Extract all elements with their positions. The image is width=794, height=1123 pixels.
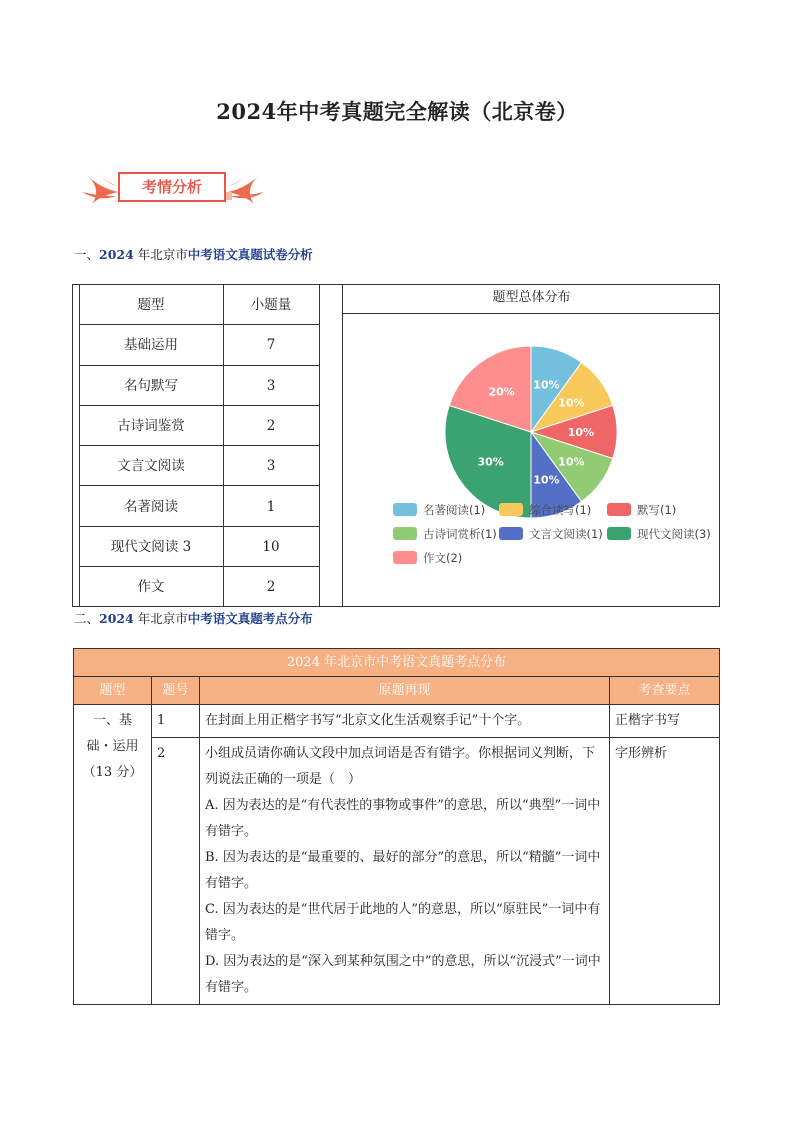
- table1-cell: 3: [223, 366, 319, 406]
- table2-header-point: 考查要点: [610, 677, 720, 705]
- question-text: 小组成员请你确认文段中加点词语是否有错字。你根据词义判断，下列说法正确的一项是（ ） A. 因为表达的是“有代表性的事物或事件”的意思，所以“典型”一词中有错字。 B. 因为表达的是“最重要的、最好的部分”的意思，所以“精髓”一词中有错字。 C. 因为表达的是“世代居于此地的人”的意思，所以“原驻民”一词中有错字。 D. 因为表达的是“深入到某种氛围之中”的意思，所以“沉浸式”一词中有错字。: [200, 738, 610, 1005]
- table2-header-question: 原题再现: [200, 677, 610, 705]
- table1-cell: 3: [223, 446, 319, 486]
- question-point: 正楷字书写: [610, 705, 720, 738]
- option-b: B. 因为表达的是“最重要的、最好的部分”的意思，所以“精髓”一词中有错字。: [205, 850, 601, 891]
- legend-swatch: [607, 527, 631, 540]
- table1-cell: 10: [223, 527, 319, 567]
- table1-cell: 2: [266, 579, 276, 596]
- legend-swatch: [499, 527, 523, 540]
- question-number: 2: [152, 738, 200, 1005]
- question-type-cell: 一、基 础・运用 （13 分）: [74, 705, 152, 1005]
- table1-cell: 基础运用: [79, 325, 223, 365]
- pie-slice-label: 10%: [533, 473, 560, 487]
- table1-cell: 2: [223, 406, 319, 446]
- pie-slice-label: 10%: [558, 455, 585, 469]
- table1-cell: 7: [223, 325, 319, 365]
- legend-swatch: [499, 503, 523, 516]
- question-type-table: [72, 284, 720, 607]
- pie-slice-label: 20%: [488, 385, 515, 399]
- table1-cell: 现代文阅读 3: [79, 527, 223, 567]
- legend-label: 现代文阅读(3): [637, 527, 711, 541]
- table2-header-type: 题型: [74, 677, 152, 705]
- legend-swatch: [393, 551, 417, 564]
- table1-cell: 名著阅读: [79, 487, 223, 527]
- table1-header: 小题量: [223, 285, 319, 325]
- pie-slice-label: 10%: [558, 396, 585, 410]
- pie-chart: [343, 314, 720, 606]
- option-d: D. 因为表达的是“深入到某种氛围之中”的意思，所以“沉浸式”一词中有错字。: [205, 954, 601, 995]
- legend-swatch: [393, 527, 417, 540]
- table1-cell: 作文: [137, 579, 165, 596]
- table2-title: 2024 年北京市中考语文真题考点分布: [74, 649, 720, 677]
- table1-cell: 名句默写: [79, 366, 223, 406]
- legend-label: 名著阅读(1): [423, 503, 486, 517]
- legend-swatch: [607, 503, 631, 516]
- table1-cell: 1: [223, 487, 319, 527]
- question-point: 字形辨析: [610, 738, 720, 1005]
- table1-cell: 古诗词鉴赏: [79, 406, 223, 446]
- table1-cell: 文言文阅读: [79, 446, 223, 486]
- legend-label: 古诗词赏析(1): [423, 527, 497, 541]
- legend-label: 综合读写(1): [529, 503, 592, 517]
- legend-swatch: [393, 503, 417, 516]
- table1-header: 题型: [79, 285, 223, 325]
- pie-slice-label: 10%: [567, 426, 595, 439]
- option-c: C. 因为表达的是“世代居于此地的人”的意思，所以“原驻民”一词中有错字。: [205, 902, 601, 943]
- badge-label: 考情分析: [118, 172, 226, 202]
- question-number: 1: [152, 705, 200, 738]
- option-a: A. 因为表达的是“有代表性的事物或事件”的意思，所以“典型”一词中有错字。: [205, 798, 601, 839]
- table2-header-num: 题号: [152, 677, 200, 705]
- legend-label: 默写(1): [637, 503, 677, 517]
- section-badge: [78, 166, 268, 214]
- chart-title: 题型总体分布: [343, 285, 720, 314]
- pie-slice-label: 10%: [533, 378, 560, 392]
- pie-slice-label: 30%: [477, 455, 504, 469]
- legend-label: 文言文阅读(1): [529, 527, 603, 541]
- page-title: 2024年中考真题完全解读（北京卷）: [216, 99, 578, 124]
- section-heading-2: 二、2024 年北京市中考语文真题考点分布: [74, 611, 313, 626]
- exam-point-table: [73, 648, 720, 1005]
- question-text: 在封面上用正楷字书写“北京文化生活观察手记”十个字。: [200, 705, 610, 738]
- legend-label: 作文(2): [423, 551, 463, 565]
- section-heading-1: 一、2024 年北京市中考语文真题试卷分析: [74, 247, 313, 262]
